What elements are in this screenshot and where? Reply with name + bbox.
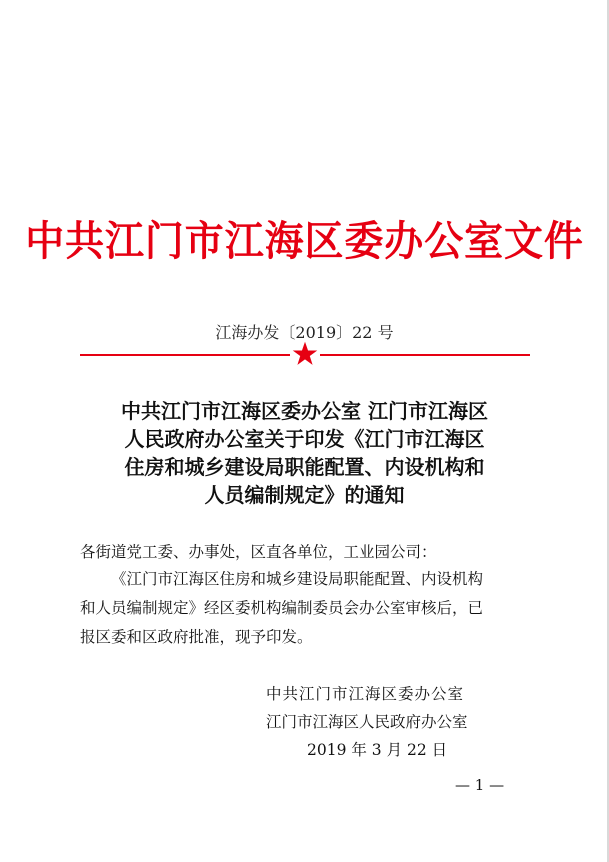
red-star-icon bbox=[291, 340, 319, 368]
body-line: 报区委和区政府批准，现予印发。 bbox=[80, 628, 313, 646]
signature-issuer-party: 中共江门市江海区委办公室 bbox=[266, 685, 465, 703]
red-rule-right bbox=[320, 354, 530, 356]
body-line: 《江门市江海区住房和城乡建设局职能配置、内设机构 bbox=[111, 570, 484, 588]
signature-date: 2019 年 3 月 22 日 bbox=[307, 741, 448, 759]
salutation: 各街道党工委、办事处，区直各单位，工业园公司： bbox=[80, 543, 437, 561]
notice-title-line: 住房和城乡建设局职能配置、内设机构和 bbox=[124, 455, 485, 479]
notice-title-line: 人员编制规定》的通知 bbox=[204, 483, 405, 507]
page-number: — 1 — bbox=[455, 776, 505, 794]
signature-issuer-government: 江门市江海区人民政府办公室 bbox=[266, 713, 468, 731]
red-rule-left bbox=[80, 354, 290, 356]
red-header-title: 中共江门市江海区委办公室文件 bbox=[25, 217, 584, 265]
notice-title-line: 人民政府办公室关于印发《江门市江海区 bbox=[124, 427, 485, 451]
body-line: 和人员编制规定》经区委机构编制委员会办公室审核后，已 bbox=[80, 599, 484, 617]
document-number: 江海办发〔2019〕22 号 bbox=[215, 323, 394, 342]
notice-title-line: 中共江门市江海区委办公室 江门市江海区 bbox=[121, 399, 488, 423]
notice-title bbox=[0, 397, 609, 509]
body-paragraph bbox=[80, 565, 530, 652]
